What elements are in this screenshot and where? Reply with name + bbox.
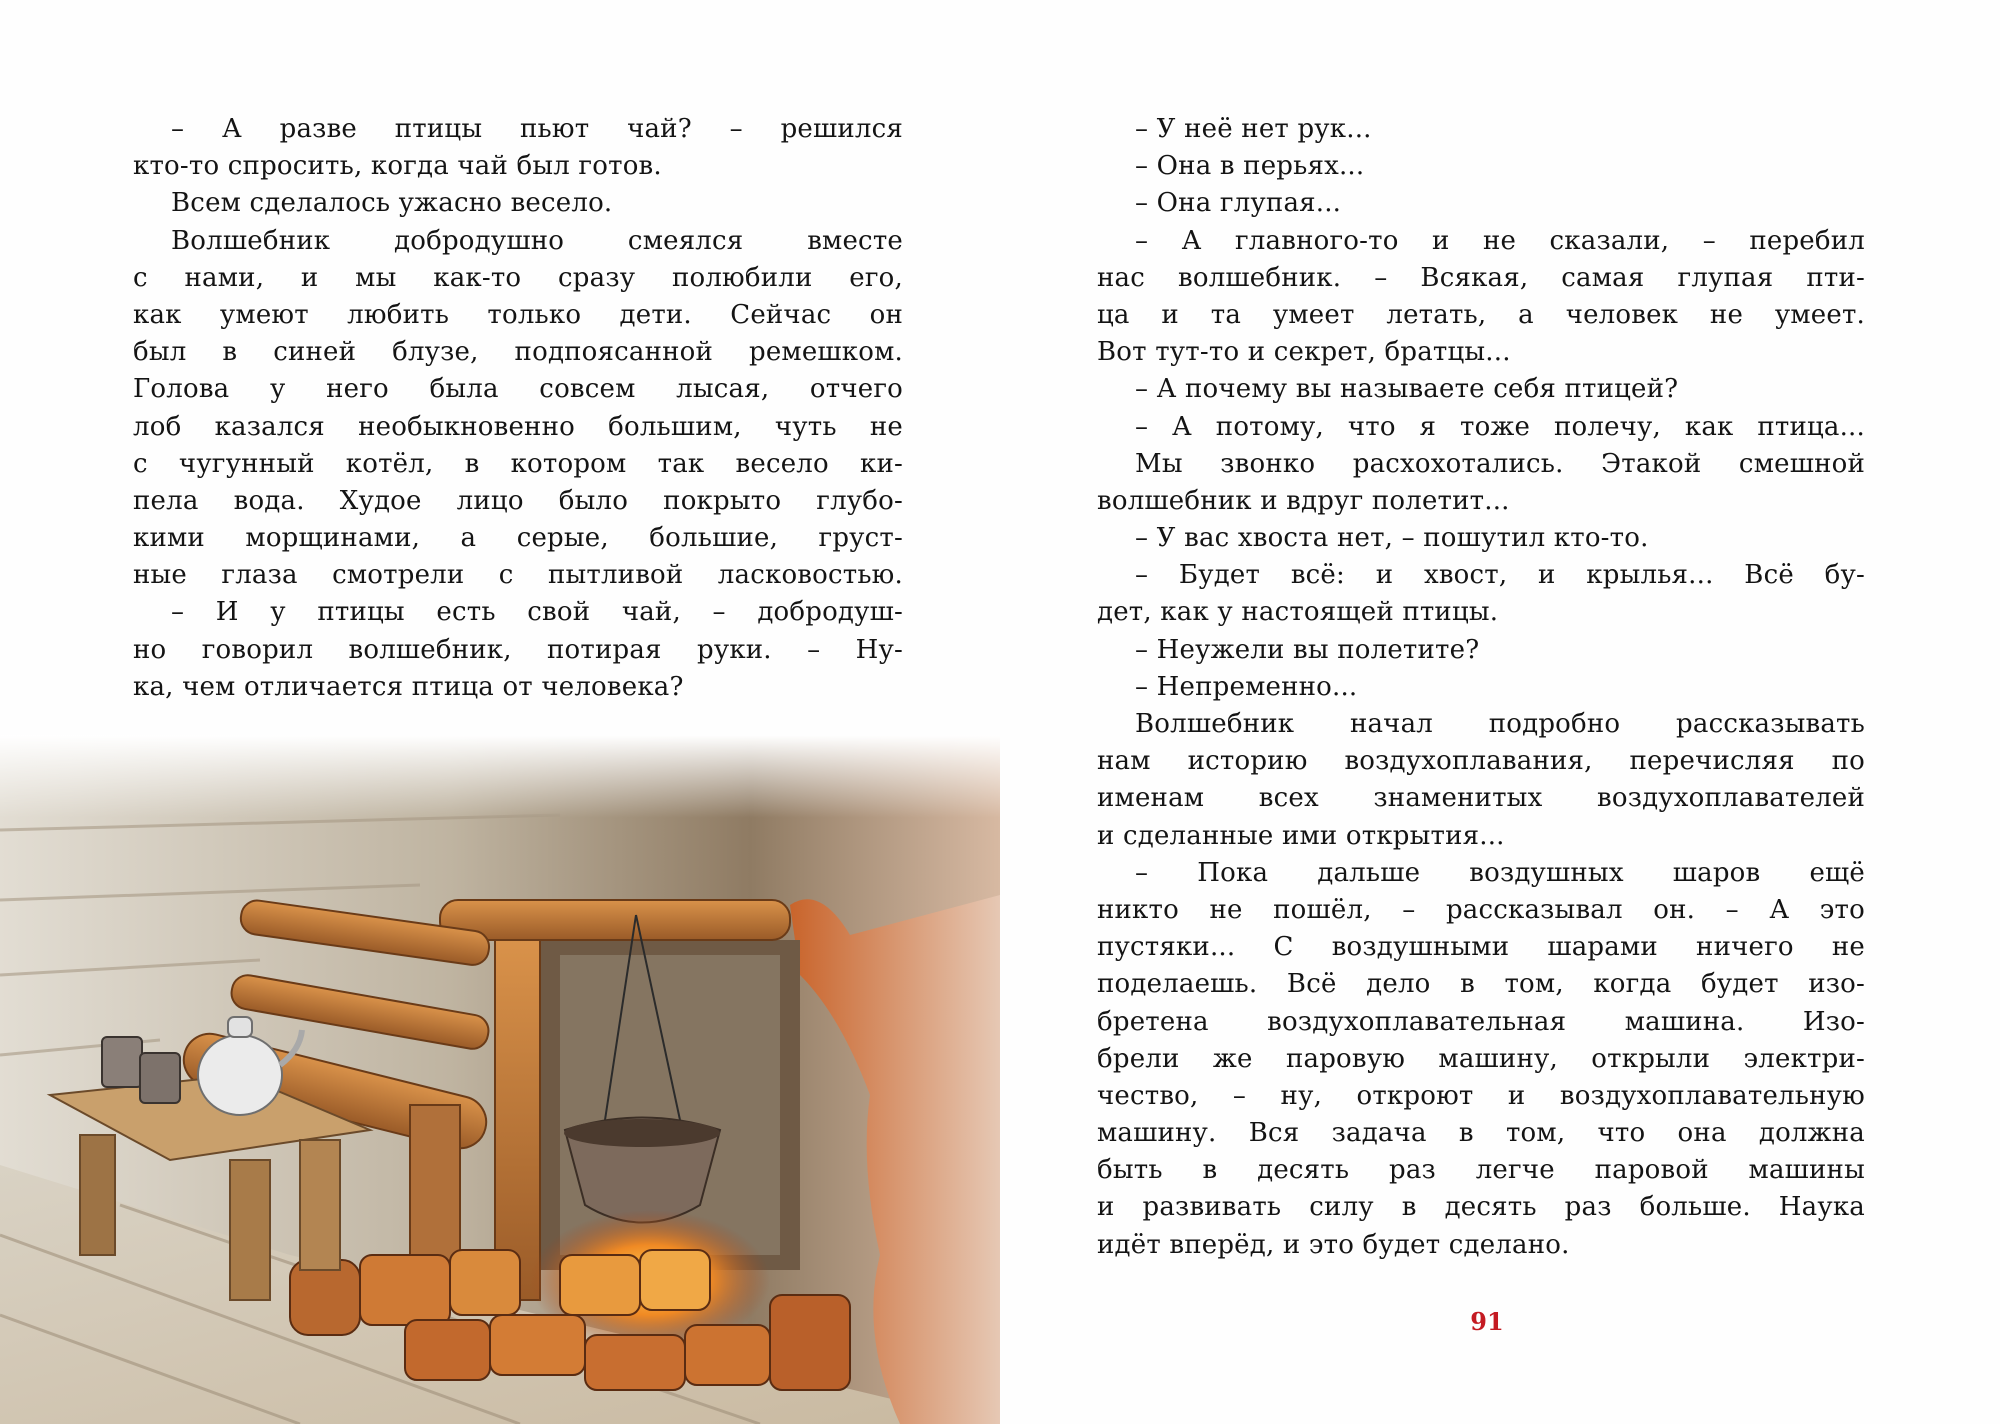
text-line: был в синей блузе, подпоясанной ремешком. [133, 337, 903, 368]
text-line: – У неё нет рук... [1135, 114, 1372, 144]
text-line: Мы звонко расхохотались. Этакой смешной [1135, 448, 1865, 479]
text-line: – А разве птицы пьют чай? – решился [171, 114, 903, 144]
text-line: машину. Вся задача в том, что она должна [1097, 1118, 1865, 1149]
text-line: именам всех знаменитых воздухоплавателей [1097, 783, 1865, 814]
text-line: – И у птицы есть свой чай, – добродуш- [171, 597, 903, 628]
hearth-illustration-image [0, 735, 1000, 1424]
text-line: – У вас хвоста нет, – пошутил кто-то. [1135, 523, 1649, 554]
text-line: Голова у него была совсем лысая, отчего [133, 374, 903, 405]
text-line: – Она глупая... [1135, 188, 1342, 219]
text-line: – Пока дальше воздушных шаров ещё [1135, 857, 1865, 888]
text-line: с нами, и мы как-то сразу полюбили его, [133, 262, 903, 293]
text-line: нас волшебник. – Всякая, самая глупая пти- [1097, 262, 1865, 293]
text-line: быть в десять раз легче паровой машины [1097, 1155, 1865, 1186]
text-line: – Неужели вы полетите? [1135, 634, 1480, 665]
text-line: но говорил волшебник, потирая руки. – Ну- [133, 634, 903, 665]
text-line: – А главного-то и не сказали, – перебил [1135, 225, 1865, 256]
text-line: ца и та умеет летать, а человек не умеет. [1097, 299, 1865, 330]
text-line: как умеют любить только дети. Сейчас он [133, 299, 903, 330]
text-line: лоб казался необыкновенно большим, чуть не [133, 411, 903, 442]
text-line: с чугунный котёл, в котором так весело ки- [133, 448, 903, 479]
text-line: дет, как у настоящей птицы. [1097, 597, 1499, 628]
right-page [1000, 0, 2000, 1424]
text-line: бретена воздухоплавательная машина. Изо- [1097, 1006, 1865, 1037]
text-line: Всем сделалось ужасно весело. [171, 188, 613, 219]
text-line: идёт вперёд, и это будет сделано. [1097, 1229, 1570, 1260]
text-line: – Непременно... [1135, 671, 1358, 702]
text-line: брели же паровую машину, открыли электри- [1097, 1043, 1865, 1074]
text-line: – Будет всё: и хвост, и крылья... Всё бу- [1135, 560, 1865, 591]
text-line: кто-то спросить, когда чай был готов. [133, 151, 662, 182]
text-line: чество, – ну, откроют и воздухоплавательную [1097, 1080, 1865, 1111]
text-line: пустяки... С воздушными шарами ничего не [1097, 932, 1865, 963]
text-line: пела вода. Худое лицо было покрыто глубо- [133, 485, 903, 516]
text-line: поделаешь. Всё дело в том, когда будет изо- [1097, 969, 1865, 1000]
text-line: Волшебник добродушно смеялся вместе [171, 225, 903, 256]
text-line: – Она в перьях... [1135, 151, 1365, 182]
text-line: никто не пошёл, – рассказывал он. – А это [1097, 894, 1865, 925]
text-line: – А потому, что я тоже полечу, как птица... [1135, 411, 1865, 442]
left-text-column [133, 111, 903, 706]
text-line: кими морщинами, а серые, большие, груст- [133, 523, 903, 554]
text-line: волшебник и вдруг полетит... [1097, 485, 1510, 516]
text-line: ные глаза смотрели с пытливой ласковостью. [133, 560, 903, 591]
text-line: и сделанные ими открытия... [1097, 820, 1505, 851]
text-line: нам историю воздухоплавания, перечисляя по [1097, 746, 1865, 777]
text-line: – А почему вы называете себя птицей? [1135, 374, 1679, 405]
text-line: ка, чем отличается птица от человека? [133, 671, 684, 702]
text-line: Волшебник начал подробно рассказывать [1135, 709, 1865, 739]
text-line: и развивать силу в десять раз больше. Наука [1097, 1192, 1865, 1223]
right-text-column [1097, 111, 1865, 1264]
hearth-illustration [0, 735, 1000, 1424]
page-number: 91 [1470, 1307, 1504, 1336]
text-line: Вот тут-то и секрет, братцы... [1097, 337, 1511, 368]
